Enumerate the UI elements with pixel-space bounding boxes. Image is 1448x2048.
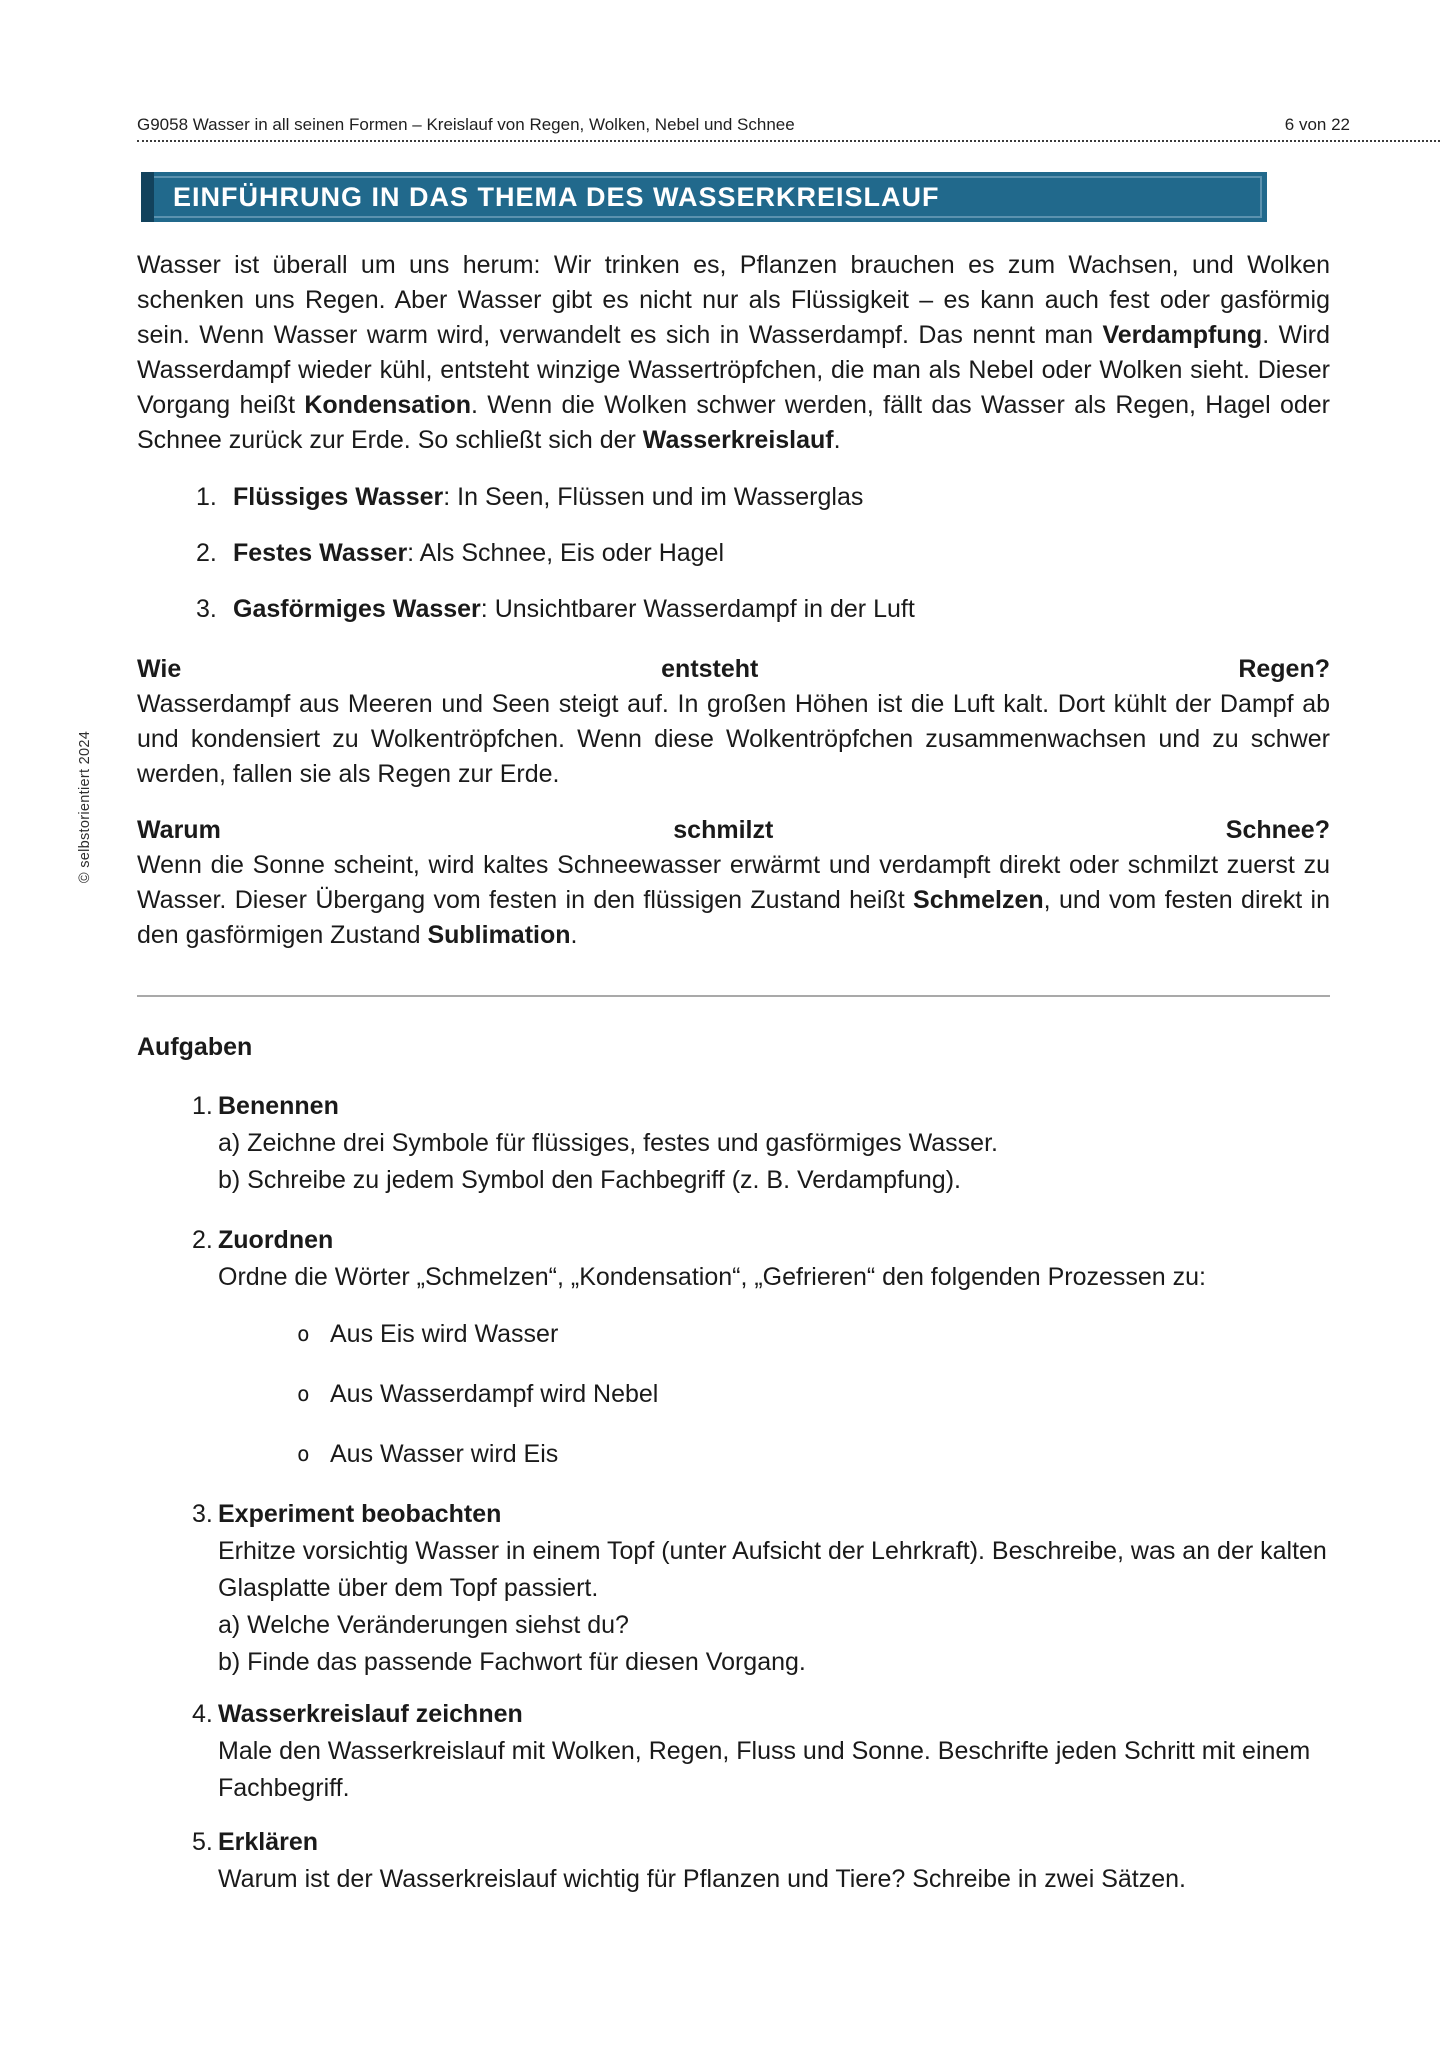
bullet-marker: o [297, 1442, 310, 1466]
task-line: Male den Wasserkreislauf mit Wolken, Regen, Fluss und Sonne. Beschrifte jeden Schritt mit einem Fachbegriff. [218, 1737, 1311, 1802]
highlighted-term: Kondensation [304, 391, 472, 419]
task-number: 2. [192, 1226, 213, 1254]
task-title: Erklären [218, 1828, 319, 1856]
document-title: G9058 Wasser in all seinen Formen – Kreislauf von Regen, Wolken, Nebel und Schnee [137, 115, 795, 134]
list-number: 3. [196, 595, 217, 623]
task-body [218, 1861, 1330, 1898]
task-number: 5. [192, 1828, 213, 1856]
task-line: a) Zeichne drei Symbole für flüssiges, festes und gasförmiges Wasser. [218, 1129, 998, 1157]
copyright-vertical-label: © selbstorientiert 2024 [77, 730, 93, 884]
highlighted-term: Festes Wasser [233, 539, 408, 567]
bullet-marker: o [297, 1322, 310, 1346]
list-text [233, 536, 724, 571]
text-segment: : In Seen, Flüssen und im Wasserglas [443, 483, 864, 511]
task-title-row [137, 1088, 1330, 1125]
heading-word: entsteht [661, 655, 759, 683]
content-column [137, 240, 1330, 1898]
task-title: Zuordnen [218, 1226, 334, 1254]
task-body [218, 1733, 1330, 1807]
task-item [137, 1696, 1330, 1807]
tasks-heading: Aufgaben [137, 1033, 253, 1061]
task-line: b) Schreibe zu jedem Symbol den Fachbegriff (z. B. Verdampfung). [218, 1166, 961, 1194]
text-segment: : Als Schnee, Eis oder Hagel [407, 539, 725, 567]
task-title: Experiment beobachten [218, 1500, 502, 1528]
intro-paragraph [137, 248, 1330, 458]
list-item [137, 592, 1330, 627]
task-line: Warum ist der Wasserkreislauf wichtig für Pflanzen und Tiere? Schreibe in zwei Sätzen. [218, 1865, 1186, 1893]
bullet-item [137, 1376, 1330, 1413]
highlighted-term: Verdampfung [1102, 321, 1263, 349]
highlighted-term: Schmelzen [913, 886, 1044, 914]
task-line: Ordne die Wörter „Schmelzen“, „Kondensation“, „Gefrieren“ den folgenden Prozessen zu: [218, 1263, 1206, 1291]
text-segment: , und vom festen direkt in den gasförmigen Zustand [137, 886, 1331, 949]
task-item [137, 1496, 1330, 1681]
section-banner-title: EINFÜHRUNG IN DAS THEMA DES WASSERKREISLAUF [173, 181, 940, 212]
bullet-text: Aus Wasser wird Eis [330, 1440, 559, 1468]
task-body [218, 1259, 1330, 1296]
page-header [137, 104, 1440, 142]
task-body [218, 1533, 1330, 1681]
rain-paragraph: Wasserdampf aus Meeren und Seen steigt auf. In großen Höhen ist die Luft kalt. Dort kühlt der Dampf ab und kondensiert zu Wolkentröpfchen. Wenn diese Wolkentröpfchen zusammenwachsen und zu schwer werden, fallen sie als Regen zur Erde. [137, 690, 1330, 788]
text-segment: Wasser ist überall um uns herum: Wir trinken es, Pflanzen brauchen es zum Wachsen, und Wolken schenken uns Regen. Aber Wasser gibt es nicht nur als Flüssigkeit – es kann auch fest oder gasförmig sein. Wenn Wasser warm wird, verwandelt es sich in Wasserdampf. Das nennt man [137, 251, 1330, 349]
bullet-item [137, 1316, 1330, 1353]
text-segment: . [833, 426, 841, 454]
list-text [233, 592, 915, 627]
text-segment: : Unsichtbarer Wasserdampf in der Luft [480, 595, 915, 623]
task-number: 3. [192, 1500, 213, 1528]
task-number: 4. [192, 1700, 213, 1728]
task-title-row [137, 1696, 1330, 1733]
list-number: 1. [196, 483, 217, 511]
water-states-list [137, 480, 1330, 627]
question-heading-snow [137, 813, 1330, 848]
task-item [137, 1824, 1330, 1898]
heading-word: Schnee? [1225, 816, 1330, 844]
heading-word: schmilzt [673, 816, 774, 844]
task-title: Benennen [218, 1092, 339, 1120]
task-item [137, 1222, 1330, 1473]
list-item [137, 480, 1330, 515]
bullet-text: Aus Eis wird Wasser [330, 1320, 559, 1348]
task-item [137, 1088, 1330, 1199]
task-title-row [137, 1824, 1330, 1861]
list-item [137, 536, 1330, 571]
list-number: 2. [196, 539, 217, 567]
section-banner [141, 172, 1267, 222]
task-body [218, 1125, 1330, 1199]
heading-word: Warum [137, 816, 221, 844]
heading-word: Wie [137, 655, 182, 683]
bullet-list [137, 1316, 1330, 1473]
bullet-text: Aus Wasserdampf wird Nebel [330, 1380, 659, 1408]
bullet-item [137, 1436, 1330, 1473]
snow-paragraph [137, 848, 1330, 953]
page-number: 6 von 22 [1284, 115, 1350, 134]
bullet-marker: o [297, 1382, 310, 1406]
question-heading-rain [137, 652, 1330, 687]
task-number: 1. [192, 1092, 213, 1120]
list-text [233, 480, 863, 515]
highlighted-term: Wasserkreislauf [642, 426, 834, 454]
task-title-row [137, 1496, 1330, 1533]
task-line: Erhitze vorsichtig Wasser in einem Topf (unter Aufsicht der Lehrkraft). Beschreibe, was an der kalten Glasplatte über dem Topf passiert. [218, 1537, 1327, 1602]
task-line: a) Welche Veränderungen siehst du? [218, 1611, 629, 1639]
task-title-row [137, 1222, 1330, 1259]
text-segment: . Wird Wasserdampf wieder kühl, entsteht winzige Wassertröpfchen, die man als Nebel oder Wolken sieht. Dieser Vorgang heißt [137, 321, 1330, 419]
highlighted-term: Sublimation [427, 921, 571, 949]
task-line: b) Finde das passende Fachwort für diesen Vorgang. [218, 1648, 806, 1676]
section-divider [137, 995, 1330, 997]
task-title: Wasserkreislauf zeichnen [218, 1700, 523, 1728]
text-segment: . [570, 921, 578, 949]
highlighted-term: Flüssiges Wasser [233, 483, 444, 511]
text-segment: Wenn die Sonne scheint, wird kaltes Schneewasser erwärmt und verdampft direkt oder schmilzt zuerst zu Wasser. Dieser Übergang vom festen in den flüssigen Zustand heißt [137, 851, 1330, 914]
highlighted-term: Gasförmiges Wasser [233, 595, 481, 623]
text-segment: . Wenn die Wolken schwer werden, fällt das Wasser als Regen, Hagel oder Schnee zurück zur Erde. So schließt sich der [137, 391, 1330, 454]
heading-word: Regen? [1238, 655, 1330, 683]
